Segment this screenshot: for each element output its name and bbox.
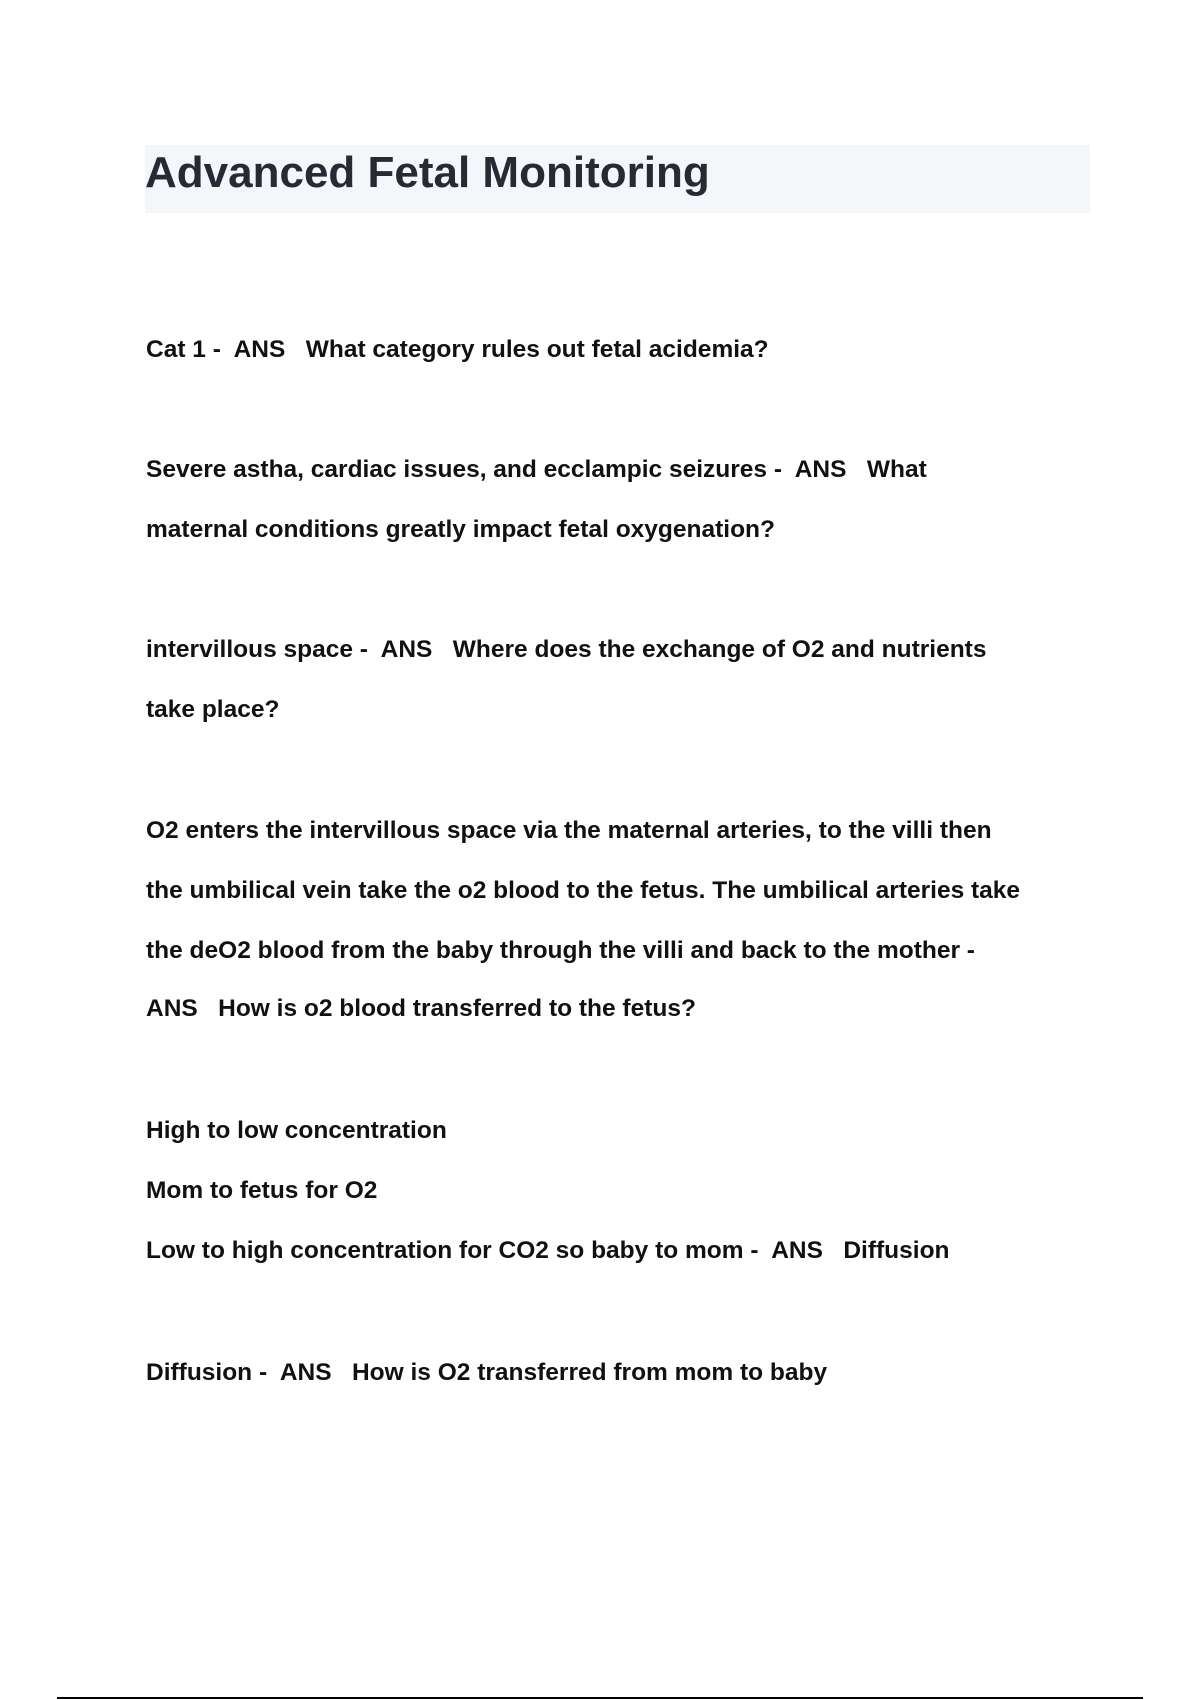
qa-entry-1-line-1: Cat 1 - ANS What category rules out fetal acidemia? xyxy=(146,336,769,363)
qa-entry-5-line-3: Low to high concentration for CO2 so baby to mom - ANS Diffusion xyxy=(146,1237,950,1264)
qa-entry-1 xyxy=(146,320,1086,380)
qa-entry-2-line-2: maternal conditions greatly impact fetal oxygenation? xyxy=(146,516,775,543)
qa-entry-3-line-2: take place? xyxy=(146,696,280,723)
qa-entry-4-line-2: the umbilical vein take the o2 blood to the fetus. The umbilical arteries take xyxy=(146,877,1021,904)
qa-entry-2-line-1: Severe astha, cardiac issues, and ecclampic seizures - ANS What xyxy=(146,456,927,483)
qa-entry-3 xyxy=(146,620,1086,740)
qa-entry-6-line-1: Diffusion - ANS How is O2 transferred from mom to baby xyxy=(146,1359,828,1386)
qa-entry-5-line-2: Mom to fetus for O2 xyxy=(146,1177,378,1204)
qa-entry-3-line-1: intervillous space - ANS Where does the exchange of O2 and nutrients xyxy=(146,636,987,663)
page-bottom-rule xyxy=(57,1697,1143,1699)
qa-entry-5-line-1: High to low concentration xyxy=(146,1117,447,1144)
document-title: Advanced Fetal Monitoring xyxy=(145,148,710,197)
qa-entry-6 xyxy=(146,1343,1086,1403)
qa-entry-4-line-4: ANS How is o2 blood transferred to the fetus? xyxy=(146,995,696,1022)
qa-entry-4 xyxy=(146,801,1086,1039)
qa-entry-4-line-1: O2 enters the intervillous space via the maternal arteries, to the villi then xyxy=(146,817,992,844)
qa-entry-2 xyxy=(146,440,1086,560)
qa-entry-5 xyxy=(146,1101,1086,1281)
qa-entry-4-line-3: the deO2 blood from the baby through the villi and back to the mother - xyxy=(146,937,975,964)
